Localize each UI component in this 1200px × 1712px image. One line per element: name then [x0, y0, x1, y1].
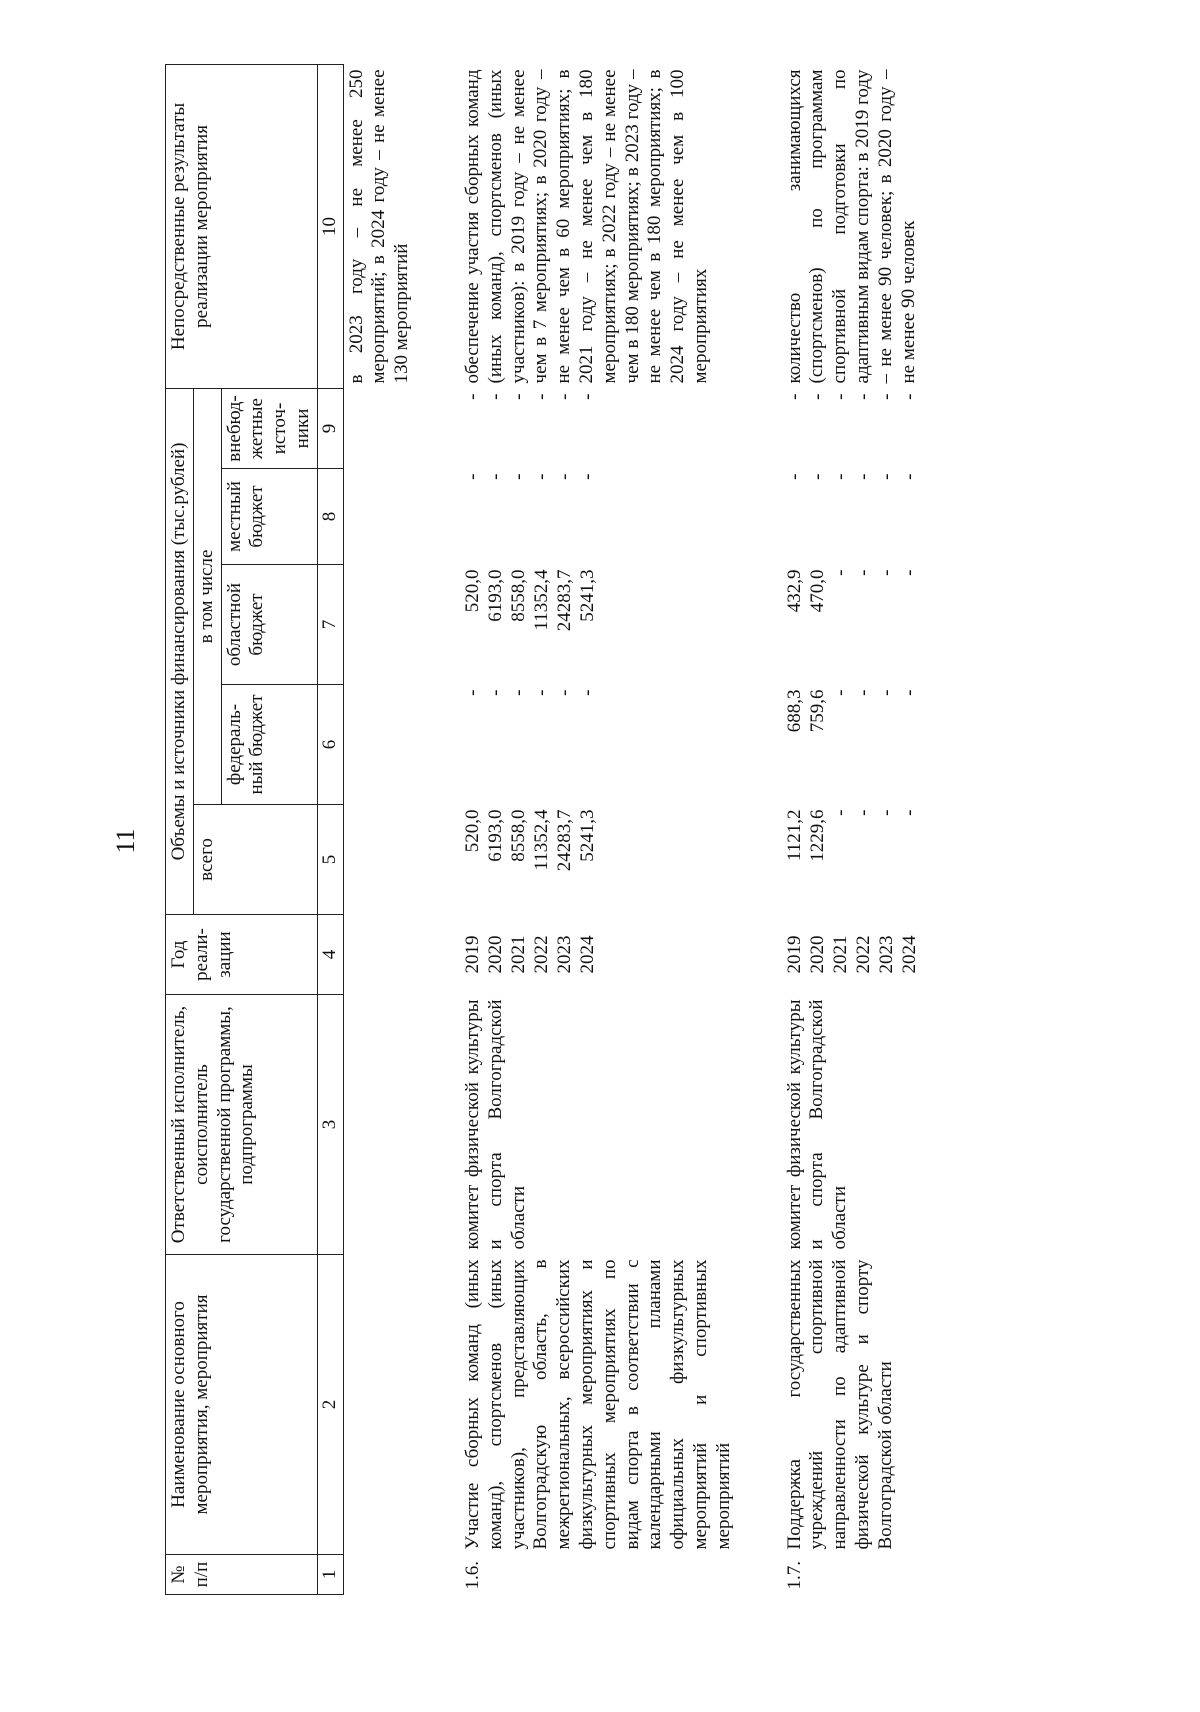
fed-value: -	[507, 689, 529, 696]
fed-value: -	[829, 689, 851, 696]
reg-value: 11352,4	[530, 569, 552, 631]
year-value: 2024	[576, 935, 598, 974]
loc-value: -	[875, 473, 897, 480]
row-number: 1.6.	[461, 1561, 483, 1590]
ext-value: -	[553, 393, 575, 400]
row-responsible: комитет физической культуры и спорта Волгоградской области	[783, 999, 851, 1250]
loc-value: -	[461, 473, 483, 480]
year-value: 2021	[829, 935, 851, 974]
col-number: 7	[317, 565, 343, 685]
fed-value: -	[875, 689, 897, 696]
total-value: 11352,4	[530, 809, 552, 871]
ext-value: -	[783, 393, 805, 400]
header-num: № п/п	[166, 1555, 318, 1595]
year-value: 2020	[484, 935, 506, 974]
header-responsible: Ответственный исполнитель, соисполнитель государственной программы, подпрограммы	[166, 995, 318, 1255]
row-responsible: комитет физической культуры и спорта Волгоградской области	[461, 999, 529, 1250]
ext-value: -	[875, 393, 897, 400]
header-reg: областной бюджет	[221, 565, 317, 685]
reg-value: 24283,7	[553, 569, 575, 632]
total-value: 1229,6	[806, 809, 828, 862]
page-number: 11	[111, 828, 140, 854]
loc-value: -	[806, 473, 828, 480]
col-number: 2	[317, 1255, 343, 1555]
year-value: 2019	[783, 935, 805, 974]
reg-value: 520,0	[461, 569, 483, 613]
row-ext	[460, 388, 738, 468]
col-number: 5	[317, 805, 343, 915]
header-year: Год реали-зации	[166, 915, 318, 995]
row-name: Участие сборных команд (иных команд), спортсменов (иных участников), представляющих Волгоградскую область, в межрегиональных, всероссийских физкультурных мероприятиях и спортивных мероприятиях по видам спорта в соответствии с календарными планами официальных физкультурных мероприятий и спортивных мероприятий	[461, 1259, 734, 1550]
reg-value: -	[829, 569, 851, 576]
loc-value: -	[576, 473, 598, 480]
total-value: -	[875, 809, 897, 816]
ext-value: -	[461, 393, 483, 400]
col-number: 3	[317, 995, 343, 1255]
total-value: 24283,7	[553, 809, 575, 872]
ext-value: -	[829, 393, 851, 400]
fed-value: -	[553, 689, 575, 696]
year-value: 2019	[461, 935, 483, 974]
year-value: 2023	[875, 935, 897, 974]
loc-value: -	[484, 473, 506, 480]
row-loc	[782, 469, 924, 565]
reg-value: 5241,3	[576, 569, 598, 622]
ext-value: -	[898, 393, 920, 400]
col-number: 9	[317, 388, 343, 468]
year-value: 2022	[530, 935, 552, 974]
loc-value: -	[829, 473, 851, 480]
row-years	[460, 915, 738, 995]
fed-value: -	[461, 689, 483, 696]
ext-value: -	[806, 393, 828, 400]
carryover-row	[343, 64, 416, 1594]
col-number: 10	[317, 64, 343, 388]
header-financing: Объемы и источники финансирования (тыс.рублей)	[166, 388, 194, 914]
header-results: Непосредственные результаты реализации мероприятия	[166, 64, 318, 388]
header-name: Наименование основного мероприятия, мероприятия	[166, 1255, 318, 1555]
fed-value: -	[484, 689, 506, 696]
reg-value: -	[898, 569, 920, 576]
fed-value: -	[898, 689, 920, 696]
row-results: количество занимающихся (спортсменов) по программам спортивной подготовки по адаптивным видам спорта: в 2019 году – не менее 90 человек; в 2020 году – не менее 90 человек	[783, 69, 919, 384]
row-name: Поддержка государственных учреждений спортивной направленности по адаптивной физической культуре и спорту Волгоградской области	[783, 1259, 896, 1550]
total-value: 5241,3	[576, 809, 598, 862]
row-number: 1.7.	[783, 1561, 805, 1590]
column-number-row	[317, 64, 343, 1594]
total-value: 1121,2	[783, 809, 805, 862]
reg-value: 432,9	[783, 569, 805, 613]
loc-value: -	[852, 473, 874, 480]
ext-value: -	[530, 393, 552, 400]
ext-value: -	[576, 393, 598, 400]
loc-value: -	[507, 473, 529, 480]
fed-value: -	[576, 689, 598, 696]
fed-value: 688,3	[783, 689, 805, 733]
reg-value: 6193,0	[484, 569, 506, 622]
ext-value: -	[507, 393, 529, 400]
header-total: всего	[193, 805, 317, 915]
rotated-table-container	[165, 65, 1175, 1595]
year-value: 2023	[553, 935, 575, 974]
reg-value: -	[875, 569, 897, 576]
year-value: 2024	[898, 935, 920, 974]
total-value: -	[829, 809, 851, 816]
total-value: 520,0	[461, 809, 483, 853]
col-number: 4	[317, 915, 343, 995]
col-number: 1	[317, 1555, 343, 1595]
fed-value: 759,6	[806, 689, 828, 733]
fed-value: -	[530, 689, 552, 696]
carryover-results: в 2023 году – не менее 250 мероприятий; в 2024 году – не менее 130 мероприятий	[345, 69, 413, 384]
program-table	[165, 64, 924, 1595]
row-loc	[460, 469, 738, 565]
row-years	[782, 915, 924, 995]
col-number: 6	[317, 685, 343, 805]
row-total	[460, 805, 738, 915]
row-total	[782, 805, 924, 915]
row-fed	[460, 685, 738, 805]
fed-value: -	[852, 689, 874, 696]
reg-value: -	[852, 569, 874, 576]
total-value: 6193,0	[484, 809, 506, 862]
reg-value: 470,0	[806, 569, 828, 613]
year-value: 2020	[806, 935, 828, 974]
loc-value: -	[530, 473, 552, 480]
row-reg	[460, 565, 738, 685]
row-ext	[782, 388, 924, 468]
ext-value: -	[852, 393, 874, 400]
header-incl: в том числе	[193, 388, 221, 804]
total-value: 8558,0	[507, 809, 529, 862]
row-fed	[782, 685, 924, 805]
loc-value: -	[783, 473, 805, 480]
header-fed: федераль-ный бюджет	[221, 685, 317, 805]
col-number: 8	[317, 469, 343, 565]
loc-value: -	[898, 473, 920, 480]
header-loc: местный бюджет	[221, 469, 317, 565]
year-value: 2021	[507, 935, 529, 974]
row-reg	[782, 565, 924, 685]
total-value: -	[852, 809, 874, 816]
total-value: -	[898, 809, 920, 816]
table-row	[460, 64, 738, 1594]
reg-value: 8558,0	[507, 569, 529, 622]
loc-value: -	[553, 473, 575, 480]
table-row	[782, 64, 924, 1594]
row-results: обеспечение участия сборных команд (иных команд), спортсменов (иных участников): в 2019 году – не менее чем в 7 мероприятиях; в 2020 году – не менее чем в 60 мероприятиях; в 2021 году – не менее чем в 180 мероприятиях; в 2022 году – не менее чем в 180 мероприятиях; в 2023 году – не менее чем в 180 мероприятиях; в 2024 году – не менее чем в 100 мероприятиях	[461, 69, 711, 384]
ext-value: -	[484, 393, 506, 400]
year-value: 2022	[852, 935, 874, 974]
header-ext: внебюд-жетные источ-ники	[221, 388, 317, 468]
